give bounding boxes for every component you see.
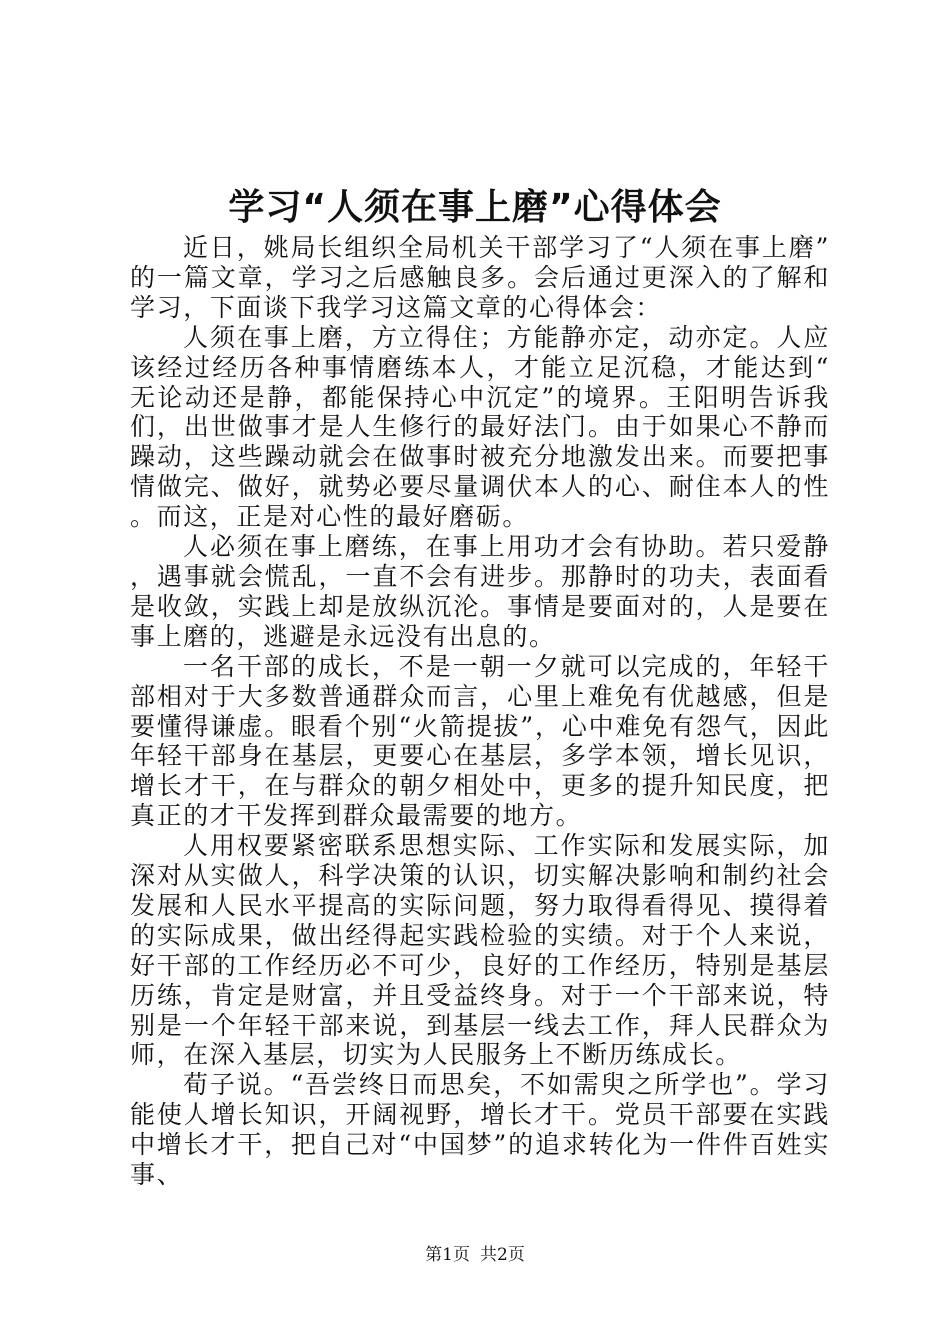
paragraph-6: 荀子说。“吾尝终日而思矣，不如需臾之所学也”。学习能使人增长知识，开阔视野，增长才干。党员干部要在实践中增长才干，把自己对“中国梦”的追求转化为一件件百姓实事、 — [130, 1070, 830, 1190]
paragraph-intro: 近日，姚局长组织全局机关干部学习了“人须在事上磨”的一篇文章，学习之后感触良多。会后通过更深入的了解和学习，下面谈下我学习这篇文章的心得体会： — [130, 233, 830, 322]
paragraph-2: 人须在事上磨，方立得住；方能静亦定，动亦定。人应该经过经历各种事情磨练本人，才能立足沉稳，才能达到“无论动还是静，都能保持心中沉定”的境界。王阳明告诉我们，出世做事才是人生修行的最好法门。由于如果心不静而躁动，这些躁动就会在做事时被充分地激发出来。而要把事情做完、做好，就势必要尽量调伏本人的心、耐住本人的性。而这，正是对心性的最好磨砺。 — [130, 322, 830, 532]
document-body — [130, 233, 830, 1190]
page-number-current: 第1页 — [425, 1245, 470, 1265]
paragraph-5: 人用权要紧密联系思想实际、工作实际和发展实际，加深对从实做人，科学决策的认识，切实解决影响和制约社会发展和人民水平提高的实际问题，努力取得看得见、摸得着的实际成果，做出经得起实践检验的实绩。对于个人来说，好干部的工作经历必不可少，良好的工作经历，特别是基层历练，肯定是财富，并且受益终身。对于一个干部来说，特别是一个年轻干部来说，到基层一线去工作，拜人民群众为师，在深入基层，切实为人民服务上不断历练成长。 — [130, 831, 830, 1070]
page-footer — [0, 1244, 950, 1266]
paragraph-4: 一名干部的成长，不是一朝一夕就可以完成的，年轻干部相对于大多数普通群众而言，心里上难免有优越感，但是要懂得谦虚。眼看个别“火箭提拔”，心中难免有怨气，因此年轻干部身在基层，更要心在基层，多学本领，增长见识，增长才干，在与群众的朝夕相处中，更多的提升知民度，把真正的才干发挥到群众最需要的地方。 — [130, 651, 830, 831]
document-title: 学习“人须在事上磨”心得体会 — [228, 187, 722, 228]
paragraph-3: 人必须在事上磨练，在事上用功才会有协助。若只爱静，遇事就会慌乱，一直不会有进步。那静时的功夫，表面看是收敛，实践上却是放纵沉沦。事情是要面对的，人是要在事上磨的，逃避是永远没有出息的。 — [130, 532, 830, 651]
page-number-total: 共2页 — [480, 1245, 525, 1265]
